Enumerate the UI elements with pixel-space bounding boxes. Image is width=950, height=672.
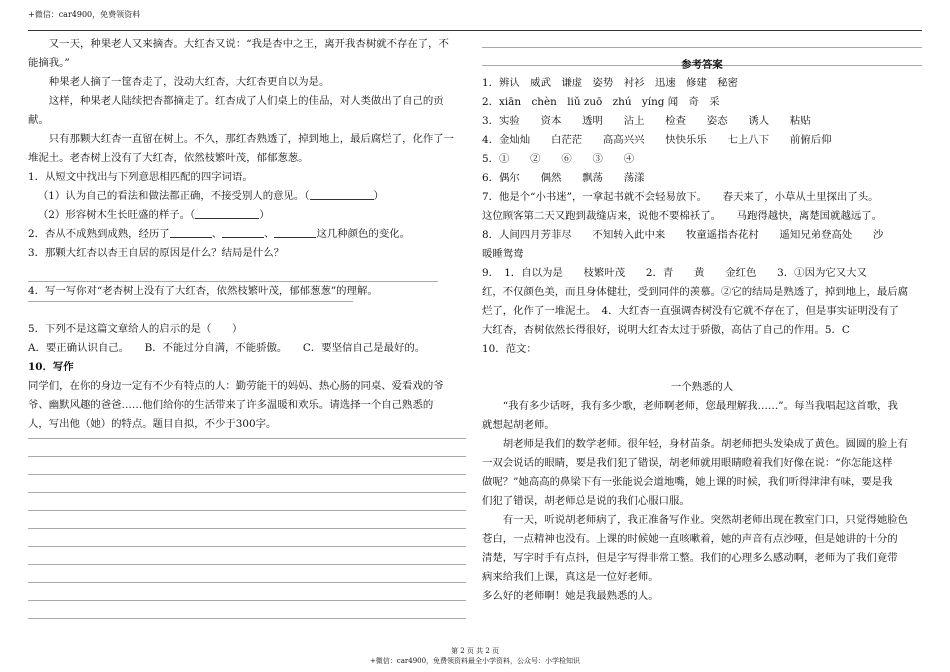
question-4: 4．写一写你对“老杏树上没有了大红杏，依然枝繁叶茂，郁郁葱葱”的理解。	[28, 285, 378, 297]
answer-7: 这位顾客第二天又跑到裁缝店来，说他不要棉袄了。 马跑得越快，离楚国就越远了。	[482, 210, 883, 222]
essay-line: 有一天，听说胡老师病了，我正准备写作业。突然胡老师出现在教室门口，只觉得她脸色	[502, 514, 909, 526]
story-line: 这样，种果老人陆续把杏都摘走了。红杏成了人们桌上的佳品，对人类做出了自己的贡	[48, 95, 444, 107]
answer-blank[interactable]	[222, 226, 264, 238]
header-rule	[28, 30, 922, 31]
answer-10-label: 10．范文：	[482, 343, 537, 355]
essay-line: 清楚，写字时手有点抖，但是字写得非常工整。我们的心理多么感动啊，老师为了我们竟带	[482, 552, 898, 564]
answer-line[interactable]	[28, 281, 438, 282]
answer-9: 9． 1．自以为是 枝繁叶茂 2．青 黄 金红色 3．①因为它又大又	[482, 267, 867, 279]
writing-line[interactable]	[28, 564, 466, 565]
answer-line[interactable]	[482, 47, 922, 48]
footer-note: +微信：car4900，免费领资料最全小学资料，公众号：小学检知识	[369, 657, 581, 665]
writing-line[interactable]	[28, 582, 466, 583]
essay-line: 病来给我们上课，真这是一位好老师。	[482, 571, 659, 583]
essay-line: “我有多少话呀，我有多少歌，老师啊老师，您最理解我……”。每当我唱起这首歌，我	[502, 400, 898, 412]
writing-line[interactable]	[28, 438, 466, 439]
answer-9: 大红杏，杏树依然长得很好，说明大红杏太过于骄傲，高估了自己的作用。5．C	[482, 324, 850, 336]
essay-title: 一个熟悉的人	[670, 381, 734, 393]
right-column	[482, 74, 922, 606]
story-line: 只有那颗大红杏一直留在树上。不久，那红杏熟透了，掉到地上，最后腐烂了，化作了一	[48, 133, 455, 145]
story-line: 又一天，种果老人又来摘杏。大红杏又说：“我是杏中之王，离开我杏树就不存在了，不	[48, 38, 449, 50]
question-3: 3．那颗大红杏以杏王自居的原因是什么？结局是什么？	[28, 247, 284, 259]
question-2-text: 2．杏从不成熟到成熟，经历了	[28, 228, 170, 240]
story-line: 献。	[28, 114, 49, 126]
writing-prompt: 同学们，在你的身边一定有不少有特点的人：勤劳能干的妈妈、热心肠的同桌、爱看戏的爷	[28, 380, 444, 392]
essay-line: 一双会说话的眼睛，要是我们犯了错误，胡老师就用眼睛瞪着我们好像在说：“你怎能这样	[482, 457, 893, 469]
writing-line[interactable]	[28, 474, 466, 475]
question-1: 1．从短文中找出与下列意思相匹配的四字词语。	[28, 171, 253, 183]
answer-8: 8．人间四月芳菲尽 不知转入此中来 牧童遥指杏花村 遥知兄弟登高处 沙	[482, 229, 884, 241]
left-column	[28, 35, 468, 434]
question-1b-text: （2）形容树木生长旺盛的样子。（	[37, 209, 196, 221]
story-line: 种果老人摘了一筐杏走了，没动大红杏，大红杏更自以为是。	[48, 76, 330, 88]
writing-line[interactable]	[28, 546, 466, 547]
header-watermark: +微信：car4900，免费领资料	[28, 10, 141, 19]
answer-4: 4．金灿灿 白茫茫 高高兴兴 快快乐乐 七上八下 前俯后仰	[482, 134, 832, 146]
question-2	[28, 225, 468, 244]
writing-line[interactable]	[28, 528, 466, 529]
answer-space	[28, 301, 468, 320]
question-5: 5．下列不是这篇文章给人的启示的是（ ）	[28, 323, 243, 335]
essay-line: 就想起胡老师。	[482, 419, 555, 431]
answer-spacer	[482, 359, 922, 378]
answer-line[interactable]	[28, 301, 353, 302]
answer-blank[interactable]	[274, 226, 316, 238]
question-1a-text: （1）认为自己的看法和做法都正确，不接受别人的意见。（	[37, 190, 310, 202]
answer-6: 6．偶尔 偶然 飘荡 荡漾	[482, 172, 645, 184]
writing-line[interactable]	[28, 510, 466, 511]
writing-line[interactable]	[28, 618, 466, 619]
section-10-title: 10．写作	[28, 361, 74, 373]
answer-3: 3．实验 资本 透明 沾上 检查 姿态 诱人 粘贴	[482, 115, 811, 127]
answer-2: 2．xiān chèn liǔ zuō zhú yíng 闻 奇 采	[482, 96, 720, 108]
question-2-sep: 、	[264, 228, 275, 240]
answer-1: 1．辨认 威武 谦虚 姿势 衬衫 迅速 修建 秘密	[482, 77, 738, 89]
answer-9: 红，不仅颜色美，而且身体健壮，受到同伴的羡慕。②它的结局是熟透了，掉到地上，最后腐	[482, 286, 909, 298]
story-line: 能摘我。”	[28, 57, 70, 69]
writing-prompt: 人，写出他（她）的特点。题目自拟，不少于300字。	[28, 418, 277, 430]
essay-line: 多么好的老师啊！她是我最熟悉的人。	[482, 590, 659, 602]
essay-line: 们犯了错误，胡老师总是说的我们心服口服。	[482, 495, 690, 507]
answer-key-title: 参考答案	[681, 59, 723, 71]
answer-blank[interactable]	[170, 226, 212, 238]
question-1b: （2）形容树木生长旺盛的样子。（ ）	[37, 209, 270, 221]
essay-line: 苍白，一点精神也没有。上课的时候她一直咳嗽着，她的声音有点沙哑，但是她讲的十分的	[482, 533, 898, 545]
essay-line: 胡老师是我们的数学老师。很年轻，身材苗条。胡老师把头发染成了黄色。圆圆的脸上有	[502, 438, 909, 450]
question-2-tail: 这几种颜色的变化。	[316, 228, 410, 240]
answer-7: 7．他是个“小书迷”，一拿起书就不会轻易放下。 春天来了，小草从土里探出了头。	[482, 191, 879, 203]
answer-5: 5．① ② ⑥ ③ ④	[482, 153, 635, 165]
question-1a: （1）认为自己的看法和做法都正确，不接受别人的意见。（ ）	[37, 190, 384, 202]
answer-space	[28, 263, 468, 282]
page-number: 第 2 页 共 2 页	[450, 647, 500, 655]
answer-8: 暖睡鸳鸯	[482, 248, 524, 260]
answer-9: 烂了，化作了一堆泥土。 4．大红杏一直强调杏树没有它就不存在了，但是事实证明没有了	[482, 305, 900, 317]
writing-line[interactable]	[28, 456, 466, 457]
answer-blank[interactable]	[195, 207, 259, 219]
writing-line[interactable]	[28, 600, 466, 601]
question-5-options: A．要正确认识自己。 B．不能过分自满，不能骄傲。 C．要坚信自己是最好的。	[28, 342, 426, 354]
story-line: 堆泥土。老杏树上没有了大红杏，依然枝繁叶茂，郁郁葱葱。	[28, 152, 309, 164]
answer-blank[interactable]	[310, 188, 374, 200]
essay-line: 做呢？”她高高的鼻梁下有一张能说会道地嘴，她上课的时候，我们听得津津有味，要是我	[482, 476, 893, 488]
question-2-sep: 、	[211, 228, 223, 240]
writing-line[interactable]	[28, 492, 466, 493]
writing-prompt: 爷、幽默风趣的爸爸……他们给你的生活带来了许多温暖和欢乐。请选择一个自己熟悉的	[28, 399, 434, 411]
